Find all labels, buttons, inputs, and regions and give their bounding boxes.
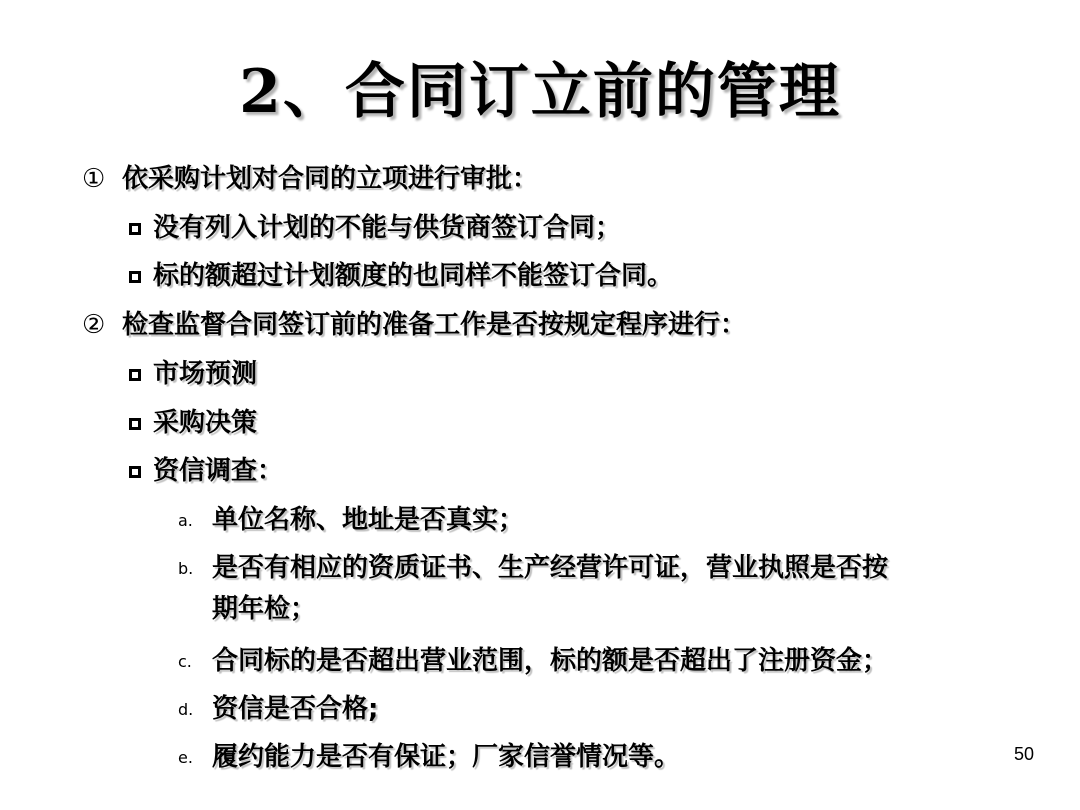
letter-marker-a: a.: [178, 511, 193, 530]
sub-item-1-2-text: 标的额超过计划额度的也同样不能签订合同。: [153, 261, 674, 291]
sub-item-2-3-text: 资信调查：: [153, 456, 284, 486]
lettered-item-e-text: 履约能力是否有保证；厂家信誉情况等。: [212, 742, 681, 772]
lettered-item-a: [178, 503, 524, 538]
lettered-item-d-text: 资信是否合格;: [212, 694, 379, 724]
lettered-item-c: [178, 644, 888, 679]
sub-item-1-2: [127, 259, 673, 293]
lettered-item-e: [178, 740, 680, 775]
square-bullet-icon: [129, 223, 141, 235]
lettered-item-b-text: 是否有相应的资质证书、生产经营许可证，营业执照是否按: [212, 553, 889, 583]
circled-number-2: ②: [82, 310, 106, 340]
sub-item-1-1-text: 没有列入计划的不能与供货商签订合同；: [153, 213, 622, 243]
letter-marker-e: e.: [178, 748, 193, 767]
page-number: 50: [1013, 744, 1034, 764]
sub-item-2-2-text: 采购决策: [153, 408, 258, 438]
sub-item-2-1-text: 市场预测: [153, 359, 258, 389]
list-item-1-text: 依采购计划对合同的立项进行审批：: [122, 164, 539, 194]
square-bullet-icon: [129, 466, 141, 478]
lettered-item-c-text: 合同标的是否超出营业范围，标的额是否超出了注册资金；: [212, 646, 889, 676]
sub-item-2-1: [127, 357, 257, 391]
lettered-item-b: [178, 551, 888, 586]
sub-item-1-1: [127, 211, 621, 245]
list-item-1: [82, 162, 538, 196]
slide-title: 2、合同订立前的管理: [239, 57, 841, 127]
lettered-item-b-cont-text: 期年检；: [212, 594, 317, 624]
letter-marker-c: c.: [178, 652, 192, 671]
lettered-item-a-text: 单位名称、地址是否真实；: [212, 505, 525, 535]
letter-marker-b: b.: [178, 559, 194, 578]
square-bullet-icon: [129, 271, 141, 283]
letter-marker-d: d.: [178, 700, 194, 719]
lettered-item-d: [178, 692, 378, 727]
sub-item-2-3: [127, 454, 283, 488]
square-bullet-icon: [129, 418, 141, 430]
lettered-item-b-continuation: [212, 592, 316, 626]
list-item-2-text: 检查监督合同签订前的准备工作是否按规定程序进行：: [122, 310, 747, 340]
circled-number-1: ①: [82, 164, 106, 194]
sub-item-2-2: [127, 406, 257, 440]
list-item-2: [82, 308, 746, 342]
square-bullet-icon: [129, 369, 141, 381]
